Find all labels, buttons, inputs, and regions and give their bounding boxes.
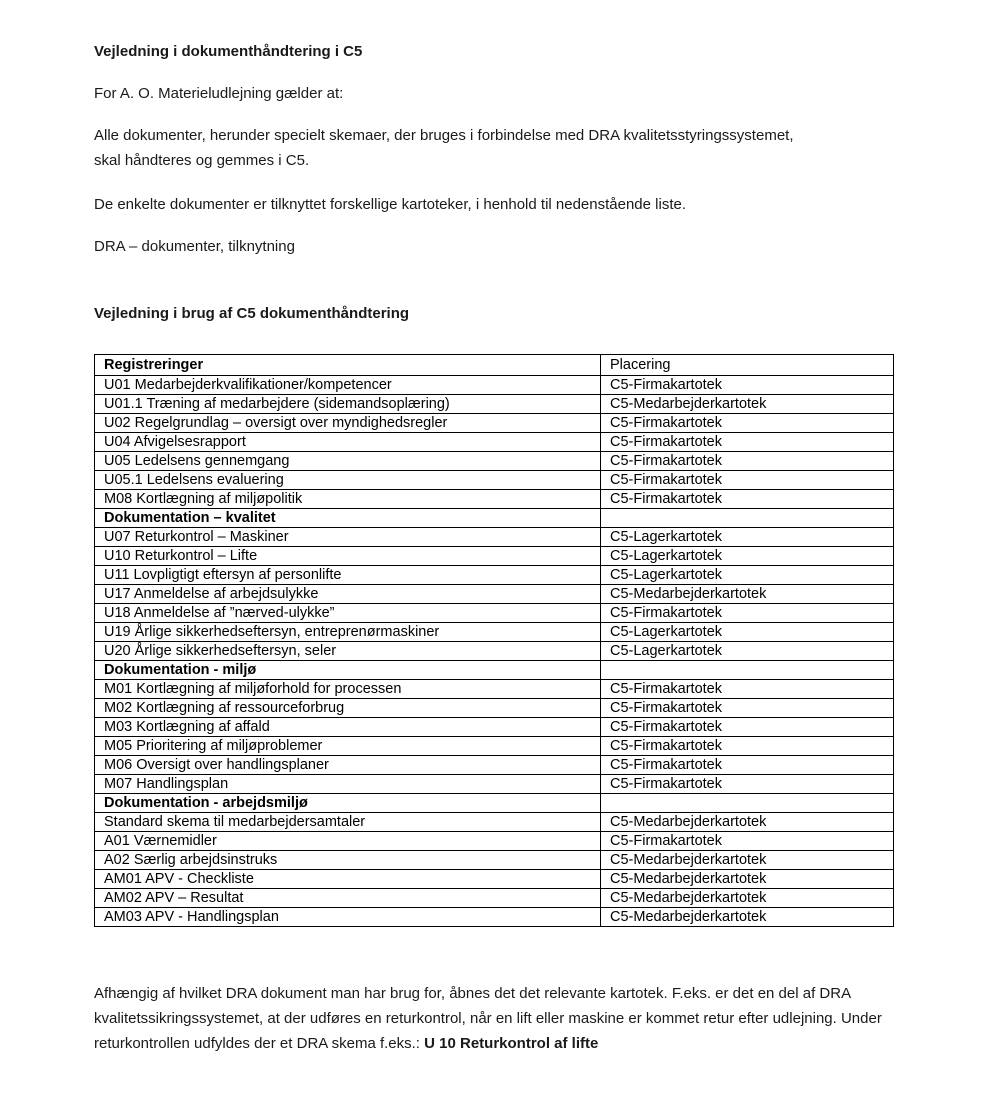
paragraph-2: De enkelte dokumenter er tilknyttet forskellige kartoteker, i henhold til nedenstående liste. [94, 196, 687, 213]
header-registrations: Registreringer [95, 355, 601, 376]
header-placement: Placering [601, 355, 894, 376]
registration-cell: A02 Særlig arbejdsinstruks [95, 851, 601, 870]
registration-cell: U11 Lovpligtigt eftersyn af personlifte [95, 566, 601, 585]
placement-cell: C5-Firmakartotek [601, 471, 894, 490]
table-row [95, 813, 894, 832]
registration-cell: M07 Handlingsplan [95, 775, 601, 794]
registration-cell: U01 Medarbejderkvalifikationer/kompetencer [95, 376, 601, 395]
registration-cell: AM01 APV - Checkliste [95, 870, 601, 889]
placement-cell: C5-Medarbejderkartotek [601, 585, 894, 604]
table-row [95, 490, 894, 509]
table-row [95, 414, 894, 433]
placement-cell: C5-Firmakartotek [601, 452, 894, 471]
placement-cell: C5-Firmakartotek [601, 414, 894, 433]
document-title: Vejledning i dokumenthåndtering i C5 [94, 43, 363, 60]
section-heading-cell: Dokumentation - miljø [95, 661, 601, 680]
registration-cell: M08 Kortlægning af miljøpolitik [95, 490, 601, 509]
registration-cell: U01.1 Træning af medarbejdere (sidemandsoplæring) [95, 395, 601, 414]
registration-cell: U18 Anmeldelse af ”nærved-ulykke” [95, 604, 601, 623]
table-row [95, 395, 894, 414]
placement-cell: C5-Medarbejderkartotek [601, 813, 894, 832]
section-heading-cell: Dokumentation - arbejdsmiljø [95, 794, 601, 813]
placement-cell: C5-Lagerkartotek [601, 566, 894, 585]
intro-text: For A. O. Materieludlejning gælder at: [94, 85, 344, 102]
table-row [95, 718, 894, 737]
placement-cell: C5-Firmakartotek [601, 376, 894, 395]
registration-cell: U10 Returkontrol – Lifte [95, 547, 601, 566]
placement-cell [601, 661, 894, 680]
registration-cell: M05 Prioritering af miljøproblemer [95, 737, 601, 756]
footer-paragraph [94, 981, 894, 1056]
placement-cell: C5-Lagerkartotek [601, 642, 894, 661]
placement-cell: C5-Firmakartotek [601, 490, 894, 509]
registration-cell: U04 Afvigelsesrapport [95, 433, 601, 452]
footer-bold-reference: U 10 Returkontrol af lifte [424, 1035, 599, 1052]
table-row [95, 889, 894, 908]
placement-cell: C5-Firmakartotek [601, 433, 894, 452]
placement-cell: C5-Firmakartotek [601, 680, 894, 699]
table-row [95, 376, 894, 395]
table-row [95, 604, 894, 623]
placement-cell: C5-Firmakartotek [601, 756, 894, 775]
table-row [95, 566, 894, 585]
registration-cell: U19 Årlige sikkerhedseftersyn, entreprenørmaskiner [95, 623, 601, 642]
registration-cell: U05.1 Ledelsens evaluering [95, 471, 601, 490]
registration-cell: Standard skema til medarbejdersamtaler [95, 813, 601, 832]
placement-cell: C5-Firmakartotek [601, 604, 894, 623]
placement-cell: C5-Firmakartotek [601, 718, 894, 737]
table-row [95, 832, 894, 851]
placement-cell: C5-Firmakartotek [601, 832, 894, 851]
registration-cell: U05 Ledelsens gennemgang [95, 452, 601, 471]
registration-cell: M01 Kortlægning af miljøforhold for processen [95, 680, 601, 699]
placement-cell: C5-Firmakartotek [601, 699, 894, 718]
registration-cell: M06 Oversigt over handlingsplaner [95, 756, 601, 775]
registration-cell: U17 Anmeldelse af arbejdsulykke [95, 585, 601, 604]
table-row [95, 870, 894, 889]
table-row [95, 623, 894, 642]
placement-cell [601, 794, 894, 813]
table-row [95, 452, 894, 471]
placement-cell: C5-Lagerkartotek [601, 547, 894, 566]
placement-cell: C5-Medarbejderkartotek [601, 908, 894, 927]
registrations-table [94, 354, 894, 927]
registration-cell: AM02 APV – Resultat [95, 889, 601, 908]
placement-cell: C5-Medarbejderkartotek [601, 395, 894, 414]
placement-cell: C5-Medarbejderkartotek [601, 889, 894, 908]
registration-cell: M03 Kortlægning af affald [95, 718, 601, 737]
registration-cell: U07 Returkontrol – Maskiner [95, 528, 601, 547]
footer-text: Afhængig af hvilket DRA dokument man har brug for, åbnes det det relevante kartotek. F.eks. er det en del af DRA kvalitetssikringssystemet, at der udføres en returkontrol, når en lift eller maskine er kommet retur efter udlejning. Under returkontrollen udfyldes der et DRA skema f.eks.: [94, 985, 882, 1052]
table-row [95, 851, 894, 870]
section-heading-cell: Dokumentation – kvalitet [95, 509, 601, 528]
placement-cell: C5-Medarbejderkartotek [601, 851, 894, 870]
section-subtitle: Vejledning i brug af C5 dokumenthåndtering [94, 305, 410, 322]
table-row [95, 908, 894, 927]
table-row [95, 585, 894, 604]
registration-cell: M02 Kortlægning af ressourceforbrug [95, 699, 601, 718]
table-row [95, 547, 894, 566]
table-row [95, 433, 894, 452]
placement-cell: C5-Lagerkartotek [601, 623, 894, 642]
placement-cell: C5-Firmakartotek [601, 775, 894, 794]
table-row [95, 528, 894, 547]
table-row [95, 642, 894, 661]
placement-cell: C5-Medarbejderkartotek [601, 870, 894, 889]
paragraph-3: DRA – dokumenter, tilknytning [94, 238, 295, 255]
placement-cell [601, 509, 894, 528]
paragraph-1-line-2: skal håndteres og gemmes i C5. [94, 152, 310, 169]
table-row [95, 737, 894, 756]
table-row [95, 509, 894, 528]
table-row [95, 794, 894, 813]
table-row [95, 756, 894, 775]
table-row [95, 471, 894, 490]
table-row [95, 661, 894, 680]
table-row [95, 680, 894, 699]
table-row [95, 775, 894, 794]
placement-cell: C5-Lagerkartotek [601, 528, 894, 547]
registration-cell: U02 Regelgrundlag – oversigt over myndighedsregler [95, 414, 601, 433]
registration-cell: A01 Værnemidler [95, 832, 601, 851]
table-header-row [95, 355, 894, 376]
placement-cell: C5-Firmakartotek [601, 737, 894, 756]
registration-cell: AM03 APV - Handlingsplan [95, 908, 601, 927]
paragraph-1-line-1: Alle dokumenter, herunder specielt skemaer, der bruges i forbindelse med DRA kvalitetsstyringssystemet, [94, 127, 794, 144]
registration-cell: U20 Årlige sikkerhedseftersyn, seler [95, 642, 601, 661]
table-row [95, 699, 894, 718]
